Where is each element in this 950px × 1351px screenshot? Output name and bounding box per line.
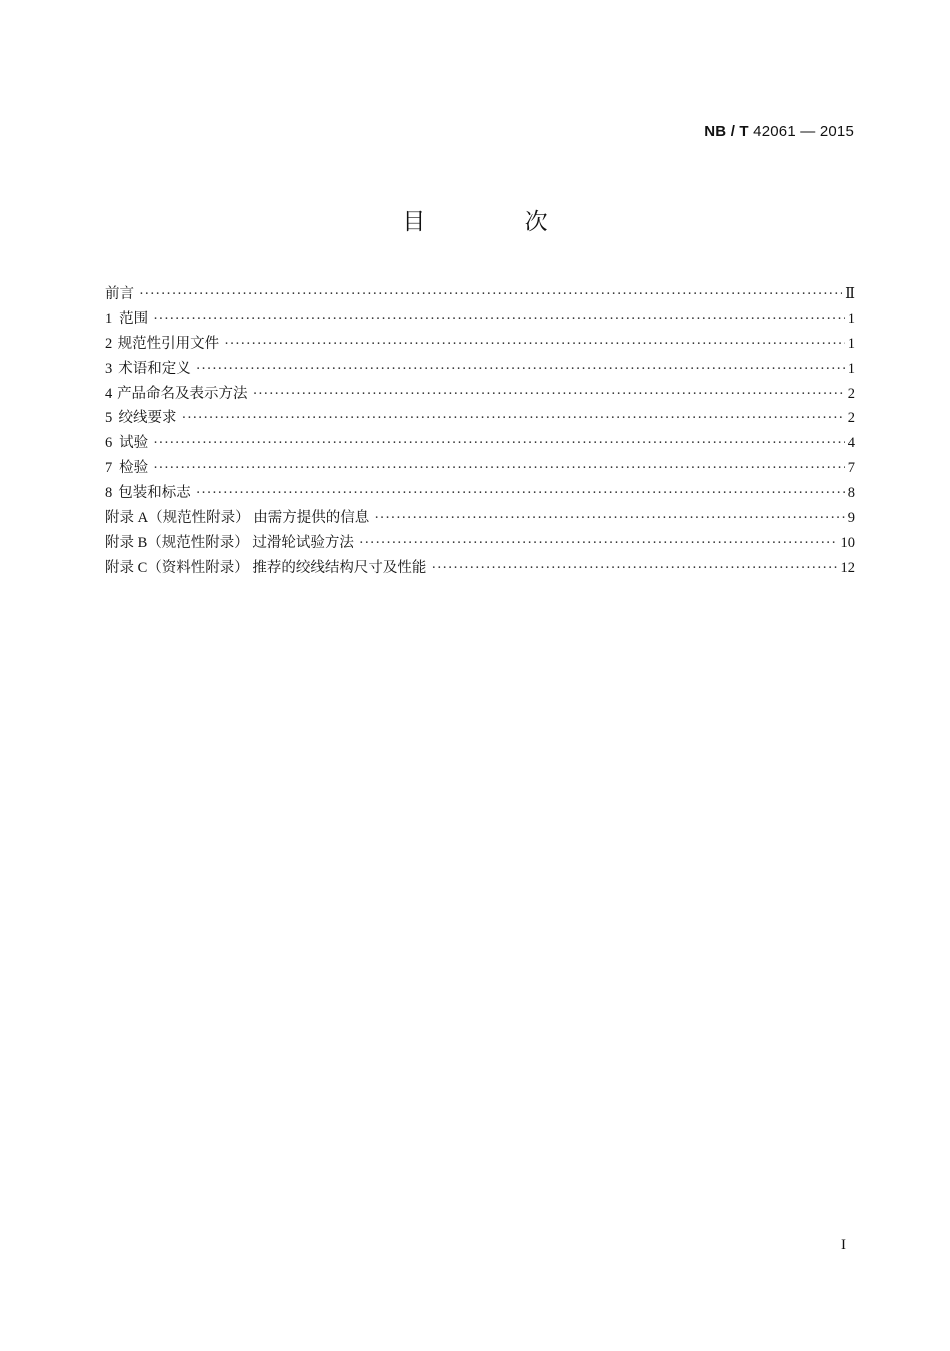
toc-dot-leader: [196, 481, 845, 506]
toc-entry-page: 2: [847, 410, 855, 427]
toc-dot-leader: [224, 332, 845, 357]
toc-entry-number: 1: [105, 310, 113, 327]
toc-dot-leader: [253, 382, 845, 407]
toc-dot-leader: [182, 406, 845, 431]
page-number: I: [841, 1237, 846, 1253]
toc-entry-label: 范围: [119, 310, 149, 327]
toc-entry-packaging[interactable]: [105, 481, 855, 506]
table-of-contents: [105, 282, 855, 581]
toc-dot-leader: [153, 431, 845, 456]
toc-entry-label: 附录 B（规范性附录） 过滑轮试验方法: [105, 534, 354, 551]
toc-entry-label: 附录 A（规范性附录） 由需方提供的信息: [105, 510, 370, 527]
toc-entry-tests[interactable]: [105, 431, 855, 456]
toc-entry-page: 4: [847, 435, 855, 452]
toc-entry-page: 9: [847, 510, 855, 527]
standard-number: 42061 — 2015: [753, 123, 854, 140]
toc-dot-leader: [374, 506, 845, 531]
toc-entry-number: 2: [105, 335, 113, 352]
toc-entry-label: 规范性引用文件: [117, 335, 220, 352]
toc-entry-foreword[interactable]: [105, 282, 855, 307]
toc-entry-naming[interactable]: [105, 382, 855, 407]
toc-entry-requirements[interactable]: [105, 406, 855, 431]
page-title: 目 次: [402, 209, 594, 235]
toc-dot-leader: [153, 307, 845, 332]
toc-entry-page: 8: [847, 485, 855, 502]
standard-code: [704, 123, 854, 140]
toc-entry-number: 4: [105, 385, 113, 402]
toc-entry-number: 5: [105, 410, 113, 427]
toc-entry-page: 10: [840, 534, 855, 551]
toc-entry-number: 3: [105, 360, 113, 377]
toc-entry-label: 包装和标志: [118, 485, 191, 502]
toc-entry-annex-c[interactable]: [105, 556, 855, 581]
standard-prefix: NB / T: [704, 123, 749, 140]
toc-entry-page: 7: [847, 460, 855, 477]
toc-entry-number: 8: [105, 485, 113, 502]
toc-entry-page: 1: [847, 360, 855, 377]
toc-entry-annex-b[interactable]: [105, 531, 855, 556]
toc-dot-leader: [196, 357, 845, 382]
toc-entry-number: 6: [105, 435, 113, 452]
toc-dot-leader: [359, 531, 838, 556]
toc-entry-terms[interactable]: [105, 357, 855, 382]
toc-entry-page: 1: [847, 335, 855, 352]
toc-entry-label: 绞线要求: [118, 410, 177, 427]
toc-entry-label: 前言: [105, 286, 134, 302]
toc-entry-label: 术语和定义: [118, 360, 191, 377]
toc-entry-number: 7: [105, 460, 113, 477]
toc-entry-label: 附录 C（资料性附录） 推荐的绞线结构尺寸及性能: [105, 559, 427, 576]
toc-entry-normative-references[interactable]: [105, 332, 855, 357]
toc-entry-scope[interactable]: [105, 307, 855, 332]
toc-entry-label: 试验: [119, 435, 149, 452]
toc-dot-leader: [139, 282, 842, 307]
toc-entry-page: 12: [840, 559, 855, 576]
toc-entry-label: 产品命名及表示方法: [117, 385, 248, 402]
toc-entry-inspection[interactable]: [105, 456, 855, 481]
toc-dot-leader: [153, 456, 845, 481]
toc-entry-label: 检验: [119, 460, 149, 477]
toc-entry-page: Ⅱ: [845, 286, 855, 302]
toc-entry-page: 2: [847, 385, 855, 402]
toc-entry-page: 1: [847, 310, 855, 327]
toc-dot-leader: [431, 556, 837, 581]
toc-entry-annex-a[interactable]: [105, 506, 855, 531]
